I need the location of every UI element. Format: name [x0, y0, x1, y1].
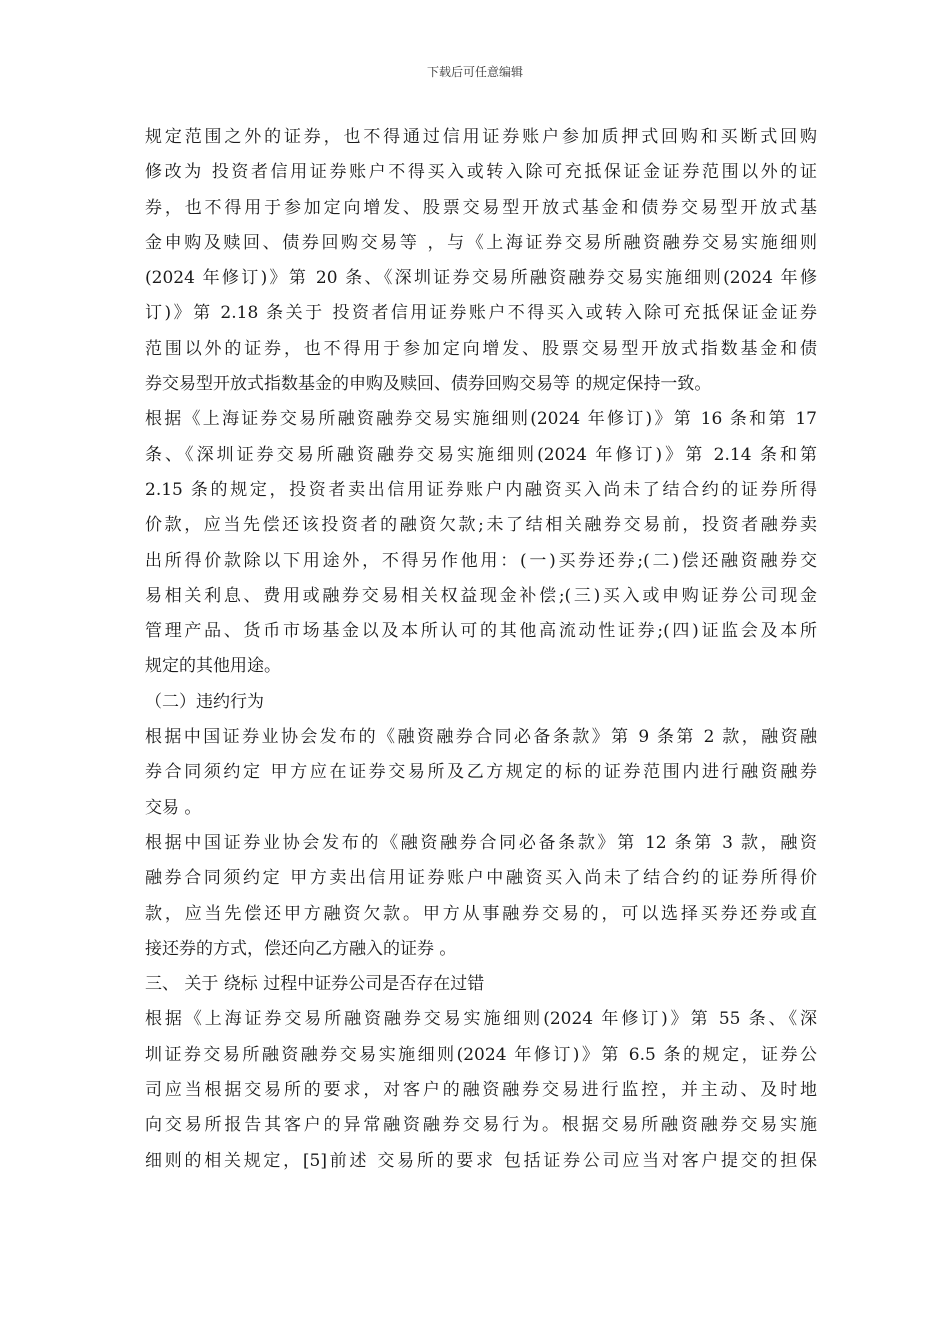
- text-line: 规定范围之外的证券，也不得通过信用证券账户参加质押式回购和买断式回购: [145, 127, 817, 147]
- text-line: 细则的相关规定，[5]前述 交易所的要求 包括证券公司应当对客户提交的担保: [145, 1150, 817, 1171]
- text-line: 易相关利息、费用或融券交易相关权益现金补偿;(三)买入或申购证券公司现金: [145, 585, 817, 606]
- text-line: 款，应当先偿还甲方融资欠款。甲方从事融券交易的，可以选择买券还券或直: [145, 903, 817, 924]
- text-line: （二）违约行为: [145, 691, 264, 712]
- text-line: 根据中国证券业协会发布的《融资融券合同必备条款》第 12 条第 3 款，融资: [145, 832, 817, 853]
- text-line: 出所得价款除以下用途外，不得另作他用：(一)买券还券;(二)偿还融资融券交: [145, 550, 817, 571]
- text-line: 条、《深圳证券交易所融资融券交易实施细则(2024 年修订)》第 2.14 条和第: [145, 444, 817, 465]
- text-line: 管理产品、货币市场基金以及本所认可的其他高流动性证券;(四)证监会及本所: [145, 621, 817, 642]
- text-line: 订)》第 2.18 条关于 投资者信用证券账户不得买入或转入除可充抵保证金证券: [145, 303, 817, 324]
- text-line: 2.15 条的规定，投资者卖出信用证券账户内融资买入尚未了结合约的证券所得: [145, 479, 817, 500]
- text-line: 金申购及赎回、债券回购交易等 ，与《上海证券交易所融资融券交易实施细则: [145, 232, 817, 253]
- text-line: 范围以外的证券，也不得用于参加定向增发、股票交易型开放式指数基金和债: [145, 338, 817, 359]
- text-line: 圳证券交易所融资融券交易实施细则(2024 年修订)》第 6.5 条的规定，证券公: [145, 1044, 817, 1065]
- page-header: 下载后可任意编辑: [426, 65, 523, 79]
- text-line: 根据《上海证券交易所融资融券交易实施细则(2024 年修订)》第 55 条、《深: [145, 1009, 817, 1030]
- text-line: 修改为 投资者信用证券账户不得买入或转入除可充抵保证金证券范围以外的证: [145, 162, 817, 183]
- text-line: 融券合同须约定 甲方卖出信用证券账户中融资买入尚未了结合约的证券所得价: [145, 868, 817, 889]
- text-line: 接还券的方式，偿还向乙方融入的证券 。: [145, 938, 457, 959]
- text-line: (2024 年修订)》第 20 条、《深圳证券交易所融资融券交易实施细则(2024 年修: [145, 268, 817, 289]
- document-body: [145, 120, 817, 1179]
- text-line: 券交易型开放式指数基金的申购及赎回、债券回购交易等 的规定保持一致。: [145, 374, 712, 395]
- text-line: 根据《上海证券交易所融资融券交易实施细则(2024 年修订)》第 16 条和第 17: [145, 409, 817, 430]
- text-line: 三、 关于 绕标 过程中证券公司是否存在过错: [145, 974, 485, 995]
- text-line: 券合同须约定 甲方应在证券交易所及乙方规定的标的证券范围内进行融资融券: [145, 762, 817, 783]
- text-line: 司应当根据交易所的要求，对客户的融资融券交易进行监控，并主动、及时地: [145, 1080, 817, 1101]
- text-line: 根据中国证券业协会发布的《融资融券合同必备条款》第 9 条第 2 款，融资融: [145, 727, 817, 748]
- text-line: 交易 。: [145, 797, 202, 818]
- text-line: 价款，应当先偿还该投资者的融资欠款;未了结相关融券交易前，投资者融券卖: [145, 515, 817, 536]
- text-line: 券，也不得用于参加定向增发、股票交易型开放式基金和债券交易型开放式基: [145, 197, 817, 218]
- text-line: 规定的其他用途。: [145, 656, 281, 677]
- text-line: 向交易所报告其客户的异常融资融券交易行为。根据交易所融资融券交易实施: [145, 1115, 817, 1136]
